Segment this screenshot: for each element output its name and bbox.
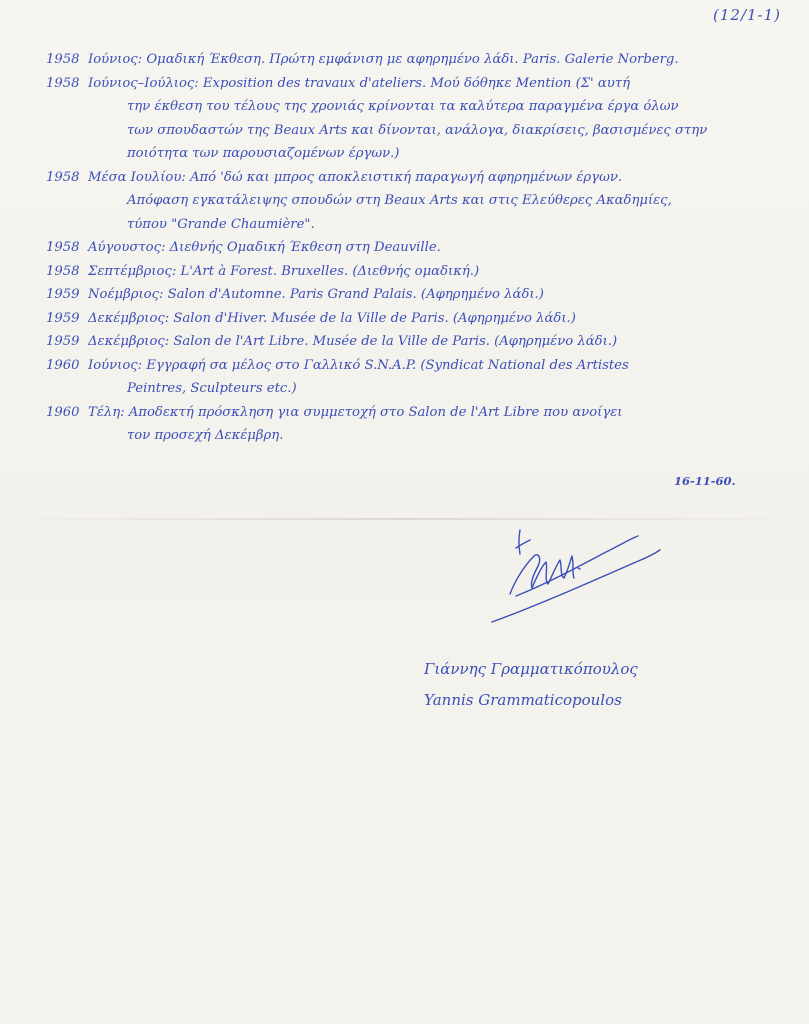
list-item (46, 283, 776, 307)
list-item (46, 330, 776, 354)
entry-line: τύπου "Grande Chaumière". (127, 216, 315, 232)
list-item (46, 401, 776, 448)
entry-line: Αύγουστος: Διεθνής Ομαδική Έκθεση στη Deauville. (88, 240, 441, 255)
entry-line: Σεπτέμβριος: L'Art à Forest. Bruxelles. (Διεθνής ομαδική.) (88, 263, 480, 279)
entry-text (88, 72, 776, 166)
paper-fold (0, 518, 809, 520)
signatory-name-greek: Γιάννης Γραμματικόπουλος (424, 660, 638, 678)
entry-text (88, 354, 776, 401)
entry-year: 1958 (46, 240, 80, 255)
entry-line: Δεκέμβριος: Salon d'Hiver. Musée de la Ville de Paris. (Αφηρημένο λάδι.) (88, 310, 576, 326)
entry-year: 1960 (46, 357, 80, 373)
entry-year: 1958 (46, 52, 80, 67)
entry-line: τον προσεχή Δεκέμβρη. (127, 428, 284, 443)
entry-text (88, 236, 776, 260)
list-item (46, 307, 776, 331)
entry-year: 1959 (46, 310, 80, 326)
entry-text (88, 401, 776, 448)
entry-year: 1958 (46, 75, 80, 91)
chronology-list (46, 48, 776, 448)
entry-line: Peintres, Sculpteurs etc.) (127, 381, 297, 396)
list-item (46, 354, 776, 401)
entry-text (88, 166, 776, 237)
handwritten-signature (486, 518, 666, 628)
entry-line: των σπουδαστών της Beaux Arts και δίνονται, ανάλογα, διακρίσεις, βασισμένες στην (127, 122, 708, 138)
page-number: (12/1-1) (713, 6, 781, 24)
entry-text (88, 48, 776, 72)
entry-line: Τέλη: Αποδεκτή πρόσκληση για συμμετοχή στο Salon de l'Art Libre που ανοίγει (88, 404, 623, 420)
entry-line: Δεκέμβριος: Salon de l'Art Libre. Musée de la Ville de Paris. (Αφηρημένο λάδι.) (88, 334, 618, 349)
document-date: 16-11-60. (674, 474, 736, 488)
entry-line: Απόφαση εγκατάλειψης σπουδών στη Beaux Arts και στις Ελεύθερες Ακαδημίες, (127, 193, 672, 208)
signatory-name-latin: Yannis Grammaticopoulos (424, 691, 622, 709)
list-item (46, 72, 776, 166)
entry-line: Μέσα Ιουλίου: Από 'δώ και μπρος αποκλειστική παραγωγή αφηρημένων έργων. (88, 169, 623, 185)
entry-text (88, 307, 776, 331)
entry-year: 1959 (46, 287, 80, 302)
entry-line: Ιούνιος–Ιούλιος: Exposition des travaux d'ateliers. Μού δόθηκε Mention (Σ' αυτή (88, 75, 630, 91)
list-item (46, 236, 776, 260)
entry-line: Ιούνιος: Εγγραφή σα μέλος στο Γαλλικό S.N.A.P. (Syndicat National des Artistes (88, 357, 629, 373)
entry-line: ποιότητα των παρουσιαζομένων έργων.) (127, 146, 400, 161)
entry-text (88, 260, 776, 284)
entry-year: 1958 (46, 263, 80, 279)
entry-text (88, 330, 776, 354)
entry-line: την έκθεση του τέλους της χρονιάς κρίνονται τα καλύτερα παραγμένα έργα όλων (127, 99, 679, 114)
list-item (46, 166, 776, 237)
list-item (46, 48, 776, 72)
entry-text (88, 283, 776, 307)
entry-line: Νοέμβριος: Salon d'Automne. Paris Grand Palais. (Αφηρημένο λάδι.) (88, 287, 544, 302)
entry-line: Ιούνιος: Ομαδική Έκθεση. Πρώτη εμφάνιση με αφηρημένο λάδι. Paris. Galerie Norberg. (88, 52, 679, 67)
list-item (46, 260, 776, 284)
entry-year: 1959 (46, 334, 80, 349)
entry-year: 1960 (46, 404, 80, 420)
entry-year: 1958 (46, 169, 80, 185)
